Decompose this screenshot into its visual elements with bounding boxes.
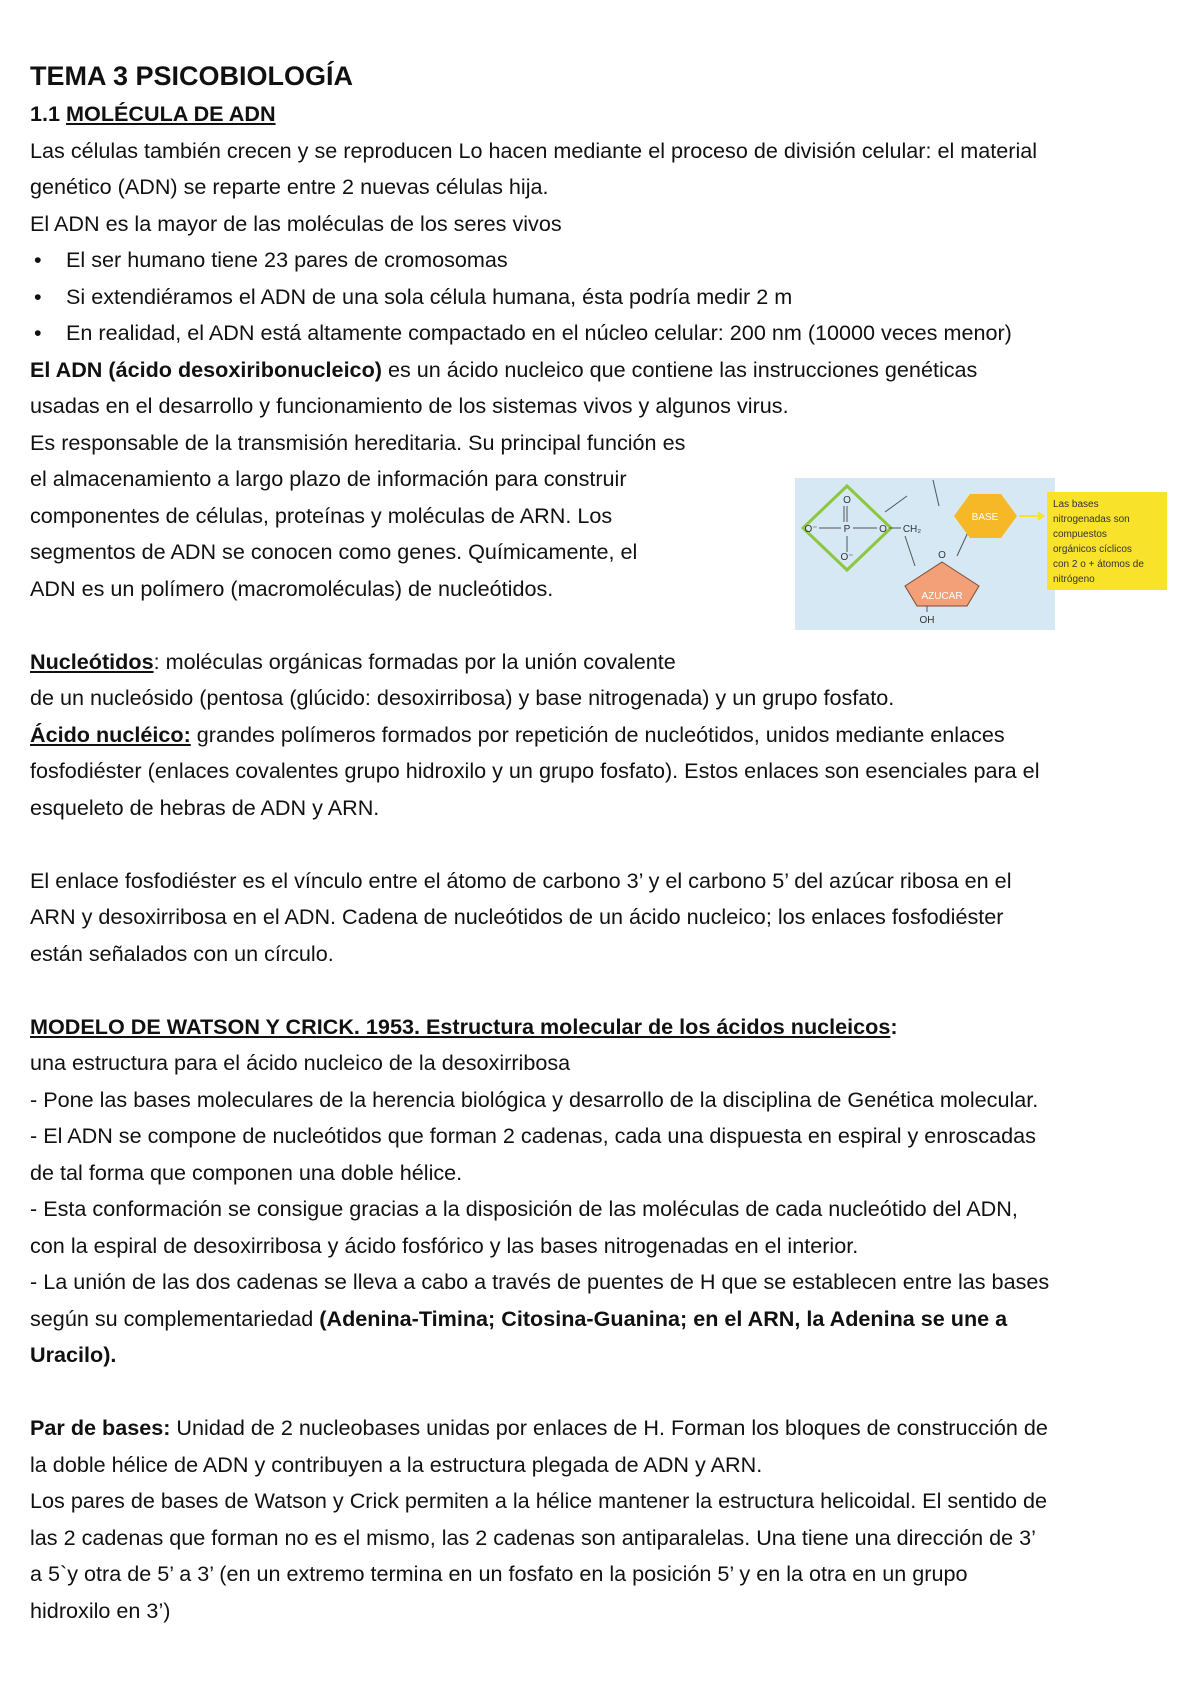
base-pairs-bold-end: Uracilo).: [30, 1342, 117, 1367]
bullet-item: [30, 279, 1180, 316]
par-text: Unidad de 2 nucleobases unidas por enlaces de H. Forman los bloques de construcción de: [170, 1415, 1048, 1440]
modelo-line: - La unión de las dos cadenas se lleva a cabo a través de puentes de H que se establecen entre las bases: [30, 1269, 1050, 1294]
nucleotidos-text: : moléculas orgánicas formadas por la unión covalente: [153, 648, 676, 674]
nucleotidos-definition: [30, 644, 1180, 681]
function-line: ADN es un polímero (macromoléculas) de nucleótidos.: [30, 575, 554, 601]
oh-label: OH: [919, 615, 935, 626]
nucleotidos-line: de un nucleósido (pentosa (glúcido: desoxirribosa) y base nitrogenada) y un grupo fosfato.: [30, 685, 895, 710]
enlace-line: El enlace fosfodiéster es el vínculo entre el átomo de carbono 3’ y el carbono 5’ del azúcar ribosa en el: [30, 867, 1012, 893]
note-line: Las bases: [1053, 499, 1099, 510]
acido-term: Ácido nucléico:: [30, 721, 191, 747]
par-line: hidroxilo en 3’): [30, 1597, 171, 1623]
document-title: TEMA 3 PSICOBIOLOGÍA: [30, 61, 354, 91]
par-line: las 2 cadenas que forman no es el mismo, las 2 cadenas son antiparalelas. Una tiene una dirección de 3’: [30, 1524, 1036, 1550]
spacer: [30, 972, 1180, 1009]
phosphate-o-top: O: [843, 495, 851, 506]
modelo-line: - Esta conformación se consigue gracias a la disposición de las moléculas de cada nucleótido del ADN,: [30, 1196, 1018, 1221]
spacer: [30, 1374, 1180, 1411]
adn-term: El ADN (ácido desoxiribonucleico): [30, 356, 382, 382]
phosphate-o-right: O: [879, 524, 887, 535]
enlace-line: ARN y desoxirribosa en el ADN. Cadena de nucleótidos de un ácido nucleico; los enlaces fosfodiéster: [30, 904, 1004, 929]
par-definition: [30, 1410, 1180, 1447]
modelo-line: - El ADN se compone de nucleótidos que forman 2 cadenas, cada una dispuesta en espiral y enroscadas: [30, 1123, 1036, 1148]
function-line: el almacenamiento a largo plazo de información para construir: [30, 466, 627, 491]
modelo-line: [30, 1301, 1180, 1338]
bullet-text: El ser humano tiene 23 pares de cromosomas: [66, 247, 508, 272]
modelo-heading-text: MODELO DE WATSON Y CRICK. 1953. Estructura molecular de los ácidos nucleicos: [30, 1013, 891, 1039]
acido-text: grandes polímeros formados por repetición de nucleótidos, unidos mediante enlaces: [190, 721, 1005, 747]
nucleotidos-term: Nucleótidos: [30, 648, 154, 674]
function-line: segmentos de ADN se conocen como genes. Químicamente, el: [30, 539, 638, 564]
function-line: Es responsable de la transmisión hereditaria. Su principal función es: [30, 429, 686, 455]
section-heading: [30, 96, 1180, 133]
note-line: nitrogenadas son: [1053, 514, 1130, 525]
enlace-line: están señalados con un círculo.: [30, 940, 334, 966]
document-page: [30, 56, 1180, 1629]
modelo-line: una estructura para el ácido nucleico de la desoxirribosa: [30, 1050, 571, 1075]
modelo-line: de tal forma que componen una doble hélice.: [30, 1159, 463, 1185]
nucleotide-diagram: [795, 478, 1190, 630]
sugar-label: AZUCAR: [921, 591, 963, 602]
modelo-line: con la espiral de desoxirribosa y ácido fosfórico y las bases nitrogenadas en el interior.: [30, 1232, 859, 1258]
adn-definition-line: usadas en el desarrollo y funcionamiento de los sistemas vivos y algunos virus.: [30, 393, 789, 418]
intro-line: Las células también crecen y se reproducen Lo hacen mediante el proceso de división celular: el material: [30, 137, 1038, 163]
par-line: a 5`y otra de 5’ a 3’ (en un extremo termina en un fosfato en la posición 5’ y en la otra en un grupo: [30, 1561, 968, 1586]
phosphate-o-bottom: O⁻: [840, 552, 854, 563]
ch2-label: CH₂: [902, 524, 922, 535]
modelo-heading-colon: :: [890, 1013, 898, 1039]
note-line: nitrógeno: [1053, 574, 1095, 585]
bullet-text: Si extendiéramos el ADN de una sola célula humana, ésta podría medir 2 m: [66, 283, 793, 309]
bullet-item: [30, 242, 1180, 279]
section-name: MOLÉCULA DE ADN: [66, 101, 276, 126]
section-number: 1.1: [30, 101, 67, 126]
phosphate-o-left: O⁻: [804, 524, 818, 535]
modelo-line: [30, 1337, 1180, 1374]
par-term: Par de bases:: [30, 1415, 171, 1440]
intro-line: El ADN es la mayor de las moléculas de los seres vivos: [30, 210, 562, 236]
bullet-dot: •: [34, 247, 42, 272]
adn-definition-text: es un ácido nucleico que contiene las instrucciones genéticas: [381, 356, 978, 382]
adn-definition: [30, 352, 1180, 389]
bullet-text: En realidad, el ADN está altamente compactado en el núcleo celular: 200 nm (10000 veces menor): [66, 320, 1012, 345]
note-line: compuestos: [1053, 529, 1107, 540]
bullet-dot: •: [34, 283, 42, 309]
acido-line: fosfodiéster (enlaces covalentes grupo hidroxilo y un grupo fosfato). Estos enlaces son esenciales para el: [30, 758, 1040, 783]
note-line: orgánicos cíclicos: [1053, 544, 1132, 555]
par-line: la doble hélice de ADN y contribuyen a la estructura plegada de ADN y ARN.: [30, 1451, 763, 1477]
par-line: Los pares de bases de Watson y Crick permiten a la hélice mantener la estructura helicoidal. El sentido de: [30, 1488, 1048, 1513]
base-pairs-bold: (Adenina-Timina; Citosina-Guanina; en el ARN, la Adenina se une a: [319, 1305, 1008, 1331]
bullet-item: [30, 315, 1180, 352]
bullet-dot: •: [34, 320, 42, 345]
function-line: componentes de células, proteínas y moléculas de ARN. Los: [30, 502, 613, 528]
modelo-line-text: según su complementariedad: [30, 1305, 320, 1331]
base-label: BASE: [971, 512, 999, 523]
ring-oxygen: O: [938, 550, 946, 561]
intro-line: genético (ADN) se reparte entre 2 nuevas células hija.: [30, 174, 549, 199]
phosphate-p: P: [843, 524, 851, 535]
acido-definition: [30, 717, 1180, 754]
modelo-heading: [30, 1009, 1180, 1046]
diagram-background: [795, 478, 1055, 630]
note-line: con 2 o + átomos de: [1053, 559, 1144, 570]
modelo-line: - Pone las bases moleculares de la herencia biológica y desarrollo de la disciplina de Genética molecular.: [30, 1086, 1039, 1112]
spacer: [30, 826, 1180, 863]
acido-line: esqueleto de hebras de ADN y ARN.: [30, 794, 380, 820]
